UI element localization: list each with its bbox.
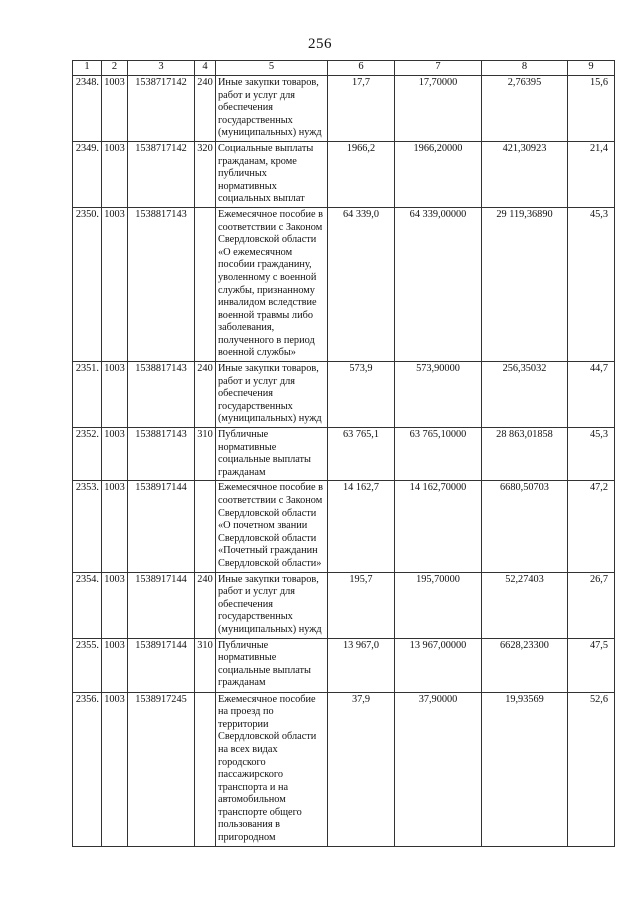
- item-name: Иные закупки товаров, работ и услуг для обеспечения государственных (муниципальных) нужд: [216, 362, 328, 428]
- row-number: 2355.: [73, 638, 102, 692]
- planned-amount: 1966,2: [328, 141, 395, 207]
- section-code: 1003: [102, 207, 128, 361]
- table-row: [73, 428, 615, 481]
- approved-amount: 1966,20000: [395, 141, 482, 207]
- expense-type-code: 310: [195, 638, 216, 692]
- approved-amount: 37,90000: [395, 692, 482, 846]
- row-number: 2352.: [73, 428, 102, 481]
- column-header: 8: [482, 61, 568, 76]
- expense-type-code: [195, 481, 216, 572]
- item-name: Иные закупки товаров, работ и услуг для обеспечения государственных (муниципальных) нужд: [216, 572, 328, 638]
- section-code: 1003: [102, 638, 128, 692]
- item-name: Иные закупки товаров, работ и услуг для обеспечения государственных (муниципальных) нужд: [216, 76, 328, 142]
- section-code: 1003: [102, 692, 128, 846]
- approved-amount: 195,70000: [395, 572, 482, 638]
- section-code: 1003: [102, 428, 128, 481]
- executed-amount: 6680,50703: [482, 481, 568, 572]
- section-code: 1003: [102, 481, 128, 572]
- executed-amount: 52,27403: [482, 572, 568, 638]
- executed-amount: 19,93569: [482, 692, 568, 846]
- table-header: [73, 61, 615, 76]
- column-header: 5: [216, 61, 328, 76]
- table-row: [73, 362, 615, 428]
- item-name: Ежемесячное пособие в соответствии с Законом Свердловской области «О ежемесячном пособии гражданину, уволенному с военной службы, признанному инвалидом вследствие военной травмы либо заболевания, полученного в период военной службы»: [216, 207, 328, 361]
- table-row: [73, 692, 615, 846]
- item-name: Ежемесячное пособие на проезд по территории Свердловской области на всех видах городского пассажирского транспорта и на автомобильном транспорте общего пользования в пригородном: [216, 692, 328, 846]
- approved-amount: 13 967,00000: [395, 638, 482, 692]
- planned-amount: 14 162,7: [328, 481, 395, 572]
- row-number: 2351.: [73, 362, 102, 428]
- section-code: 1003: [102, 362, 128, 428]
- target-article-code: 1538817143: [128, 428, 195, 481]
- section-code: 1003: [102, 572, 128, 638]
- expense-type-code: 240: [195, 362, 216, 428]
- execution-percent: 47,2: [568, 481, 615, 572]
- executed-amount: 421,30923: [482, 141, 568, 207]
- target-article-code: 1538917245: [128, 692, 195, 846]
- planned-amount: 64 339,0: [328, 207, 395, 361]
- item-name: Публичные нормативные социальные выплаты гражданам: [216, 428, 328, 481]
- table-row: [73, 207, 615, 361]
- column-header: 1: [73, 61, 102, 76]
- column-header: 4: [195, 61, 216, 76]
- expense-type-code: 240: [195, 76, 216, 142]
- table-row: [73, 141, 615, 207]
- approved-amount: 64 339,00000: [395, 207, 482, 361]
- approved-amount: 17,70000: [395, 76, 482, 142]
- planned-amount: 37,9: [328, 692, 395, 846]
- table-body: [73, 76, 615, 847]
- column-header: 2: [102, 61, 128, 76]
- planned-amount: 195,7: [328, 572, 395, 638]
- column-header: 6: [328, 61, 395, 76]
- row-number: 2349.: [73, 141, 102, 207]
- target-article-code: 1538717142: [128, 76, 195, 142]
- column-header: 7: [395, 61, 482, 76]
- target-article-code: 1538917144: [128, 572, 195, 638]
- page-number: 256: [308, 36, 332, 52]
- planned-amount: 13 967,0: [328, 638, 395, 692]
- execution-percent: 44,7: [568, 362, 615, 428]
- executed-amount: 29 119,36890: [482, 207, 568, 361]
- executed-amount: 6628,23300: [482, 638, 568, 692]
- row-number: 2348.: [73, 76, 102, 142]
- table-row: [73, 572, 615, 638]
- budget-table: [72, 60, 615, 847]
- approved-amount: 63 765,10000: [395, 428, 482, 481]
- execution-percent: 52,6: [568, 692, 615, 846]
- item-name: Социальные выплаты гражданам, кроме публичных нормативных социальных выплат: [216, 141, 328, 207]
- approved-amount: 14 162,70000: [395, 481, 482, 572]
- executed-amount: 256,35032: [482, 362, 568, 428]
- execution-percent: 26,7: [568, 572, 615, 638]
- target-article-code: 1538917144: [128, 481, 195, 572]
- target-article-code: 1538717142: [128, 141, 195, 207]
- planned-amount: 17,7: [328, 76, 395, 142]
- section-code: 1003: [102, 141, 128, 207]
- execution-percent: 45,3: [568, 428, 615, 481]
- execution-percent: 15,6: [568, 76, 615, 142]
- row-number: 2353.: [73, 481, 102, 572]
- approved-amount: 573,90000: [395, 362, 482, 428]
- table-row: [73, 76, 615, 142]
- execution-percent: 45,3: [568, 207, 615, 361]
- table-row: [73, 481, 615, 572]
- executed-amount: 28 863,01858: [482, 428, 568, 481]
- expense-type-code: [195, 692, 216, 846]
- row-number: 2350.: [73, 207, 102, 361]
- row-number: 2356.: [73, 692, 102, 846]
- expense-type-code: 240: [195, 572, 216, 638]
- section-code: 1003: [102, 76, 128, 142]
- target-article-code: 1538817143: [128, 207, 195, 361]
- expense-type-code: [195, 207, 216, 361]
- item-name: Ежемесячное пособие в соответствии с Законом Свердловской области «О почетном звании Свердловской области «Почетный гражданин Свердловской области»: [216, 481, 328, 572]
- executed-amount: 2,76395: [482, 76, 568, 142]
- item-name: Публичные нормативные социальные выплаты гражданам: [216, 638, 328, 692]
- column-header: 3: [128, 61, 195, 76]
- header-row: [73, 61, 615, 76]
- planned-amount: 63 765,1: [328, 428, 395, 481]
- table-row: [73, 638, 615, 692]
- execution-percent: 47,5: [568, 638, 615, 692]
- row-number: 2354.: [73, 572, 102, 638]
- planned-amount: 573,9: [328, 362, 395, 428]
- execution-percent: 21,4: [568, 141, 615, 207]
- expense-type-code: 320: [195, 141, 216, 207]
- column-header: 9: [568, 61, 615, 76]
- target-article-code: 1538817143: [128, 362, 195, 428]
- expense-type-code: 310: [195, 428, 216, 481]
- target-article-code: 1538917144: [128, 638, 195, 692]
